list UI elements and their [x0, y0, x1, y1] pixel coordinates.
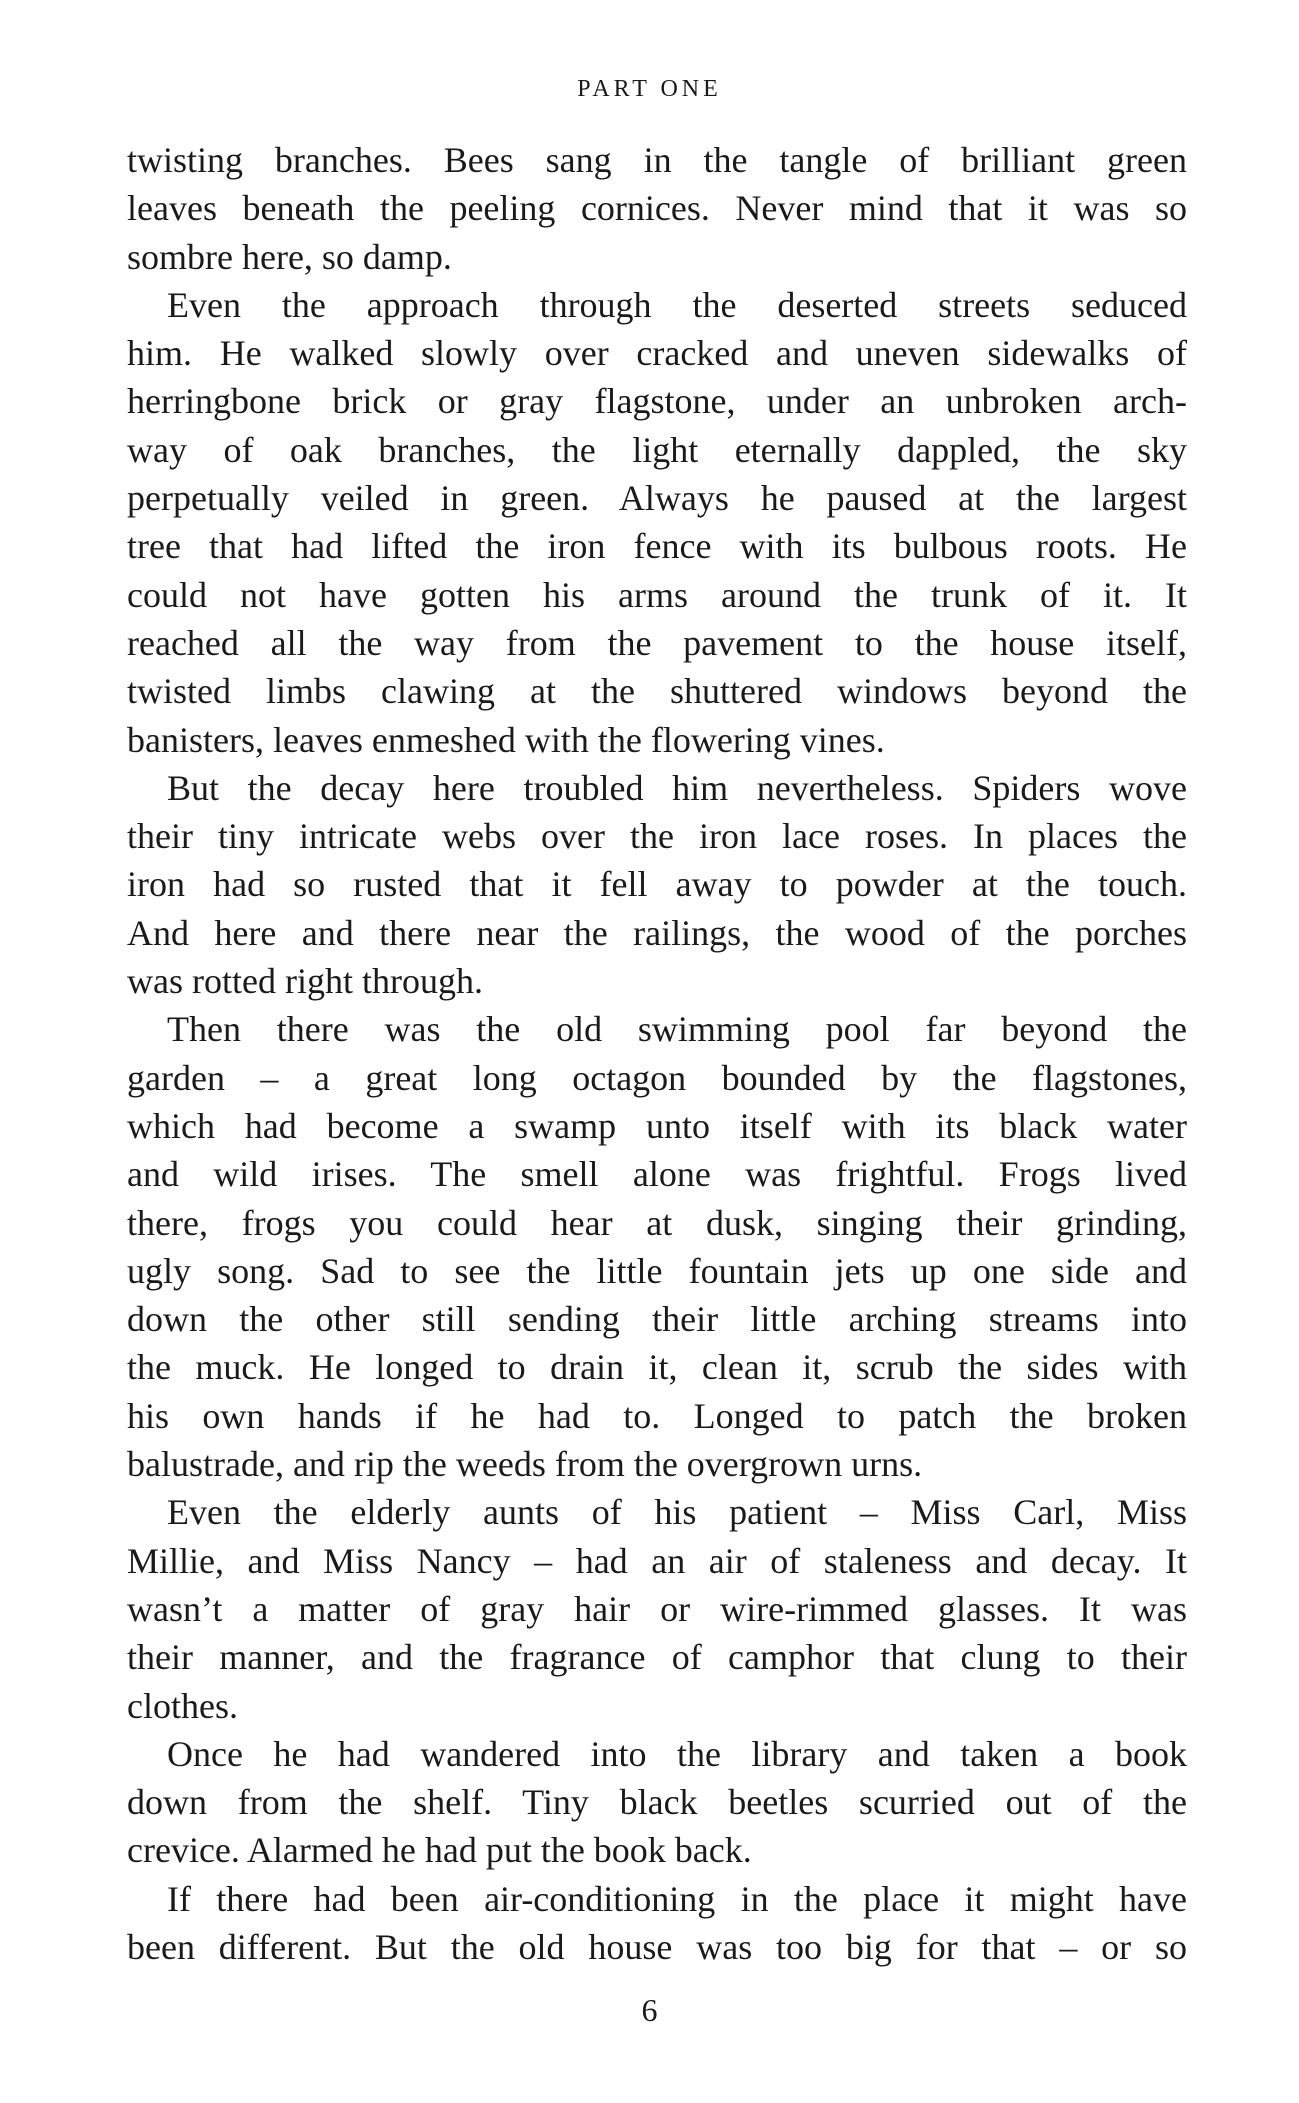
text-line: tree that had lifted the iron fence with its bulbous roots. He: [127, 526, 1187, 567]
text-line: iron had so rusted that it fell away to powder at the touch.: [127, 864, 1187, 905]
text-line: twisting branches. Bees sang in the tangle of brilliant green: [127, 140, 1187, 180]
text-line: down the other still sending their little arching streams into: [127, 1299, 1187, 1340]
text-line: the muck. He longed to drain it, clean it, scrub the sides with: [127, 1347, 1187, 1388]
text-line: leaves beneath the peeling cornices. Never mind that it was so: [127, 188, 1187, 229]
text-line: banisters, leaves enmeshed with the flowering vines.: [127, 719, 885, 760]
text-line: their tiny intricate webs over the iron lace roses. In places the: [127, 816, 1187, 857]
text-line: twisted limbs clawing at the shuttered windows beyond the: [127, 671, 1187, 712]
text-line: Even the approach through the deserted streets seduced: [167, 284, 1187, 325]
text-line: If there had been air-conditioning in the place it might have: [167, 1878, 1187, 1919]
text-line: down from the shelf. Tiny black beetles scurried out of the: [127, 1782, 1187, 1823]
text-line: was rotted right through.: [127, 961, 483, 1002]
text-line: his own hands if he had to. Longed to patch the broken: [127, 1395, 1187, 1436]
body-text: [127, 136, 1187, 1971]
text-line: And here and there near the railings, the wood of the porches: [127, 912, 1187, 953]
text-line: been different. But the old house was too big for that – or so: [127, 1926, 1187, 1967]
text-line: which had become a swamp unto itself with its black water: [127, 1105, 1187, 1146]
text-line: reached all the way from the pavement to the house itself,: [127, 622, 1187, 663]
text-line: Millie, and Miss Nancy – had an air of staleness and decay. It: [127, 1540, 1187, 1581]
text-line: their manner, and the fragrance of camphor that clung to their: [127, 1637, 1187, 1678]
page-number: 6: [641, 1992, 658, 2028]
text-line: there, frogs you could hear at dusk, singing their grinding,: [127, 1202, 1187, 1243]
running-head: PART ONE: [577, 76, 722, 102]
text-line: Then there was the old swimming pool far beyond the: [167, 1009, 1187, 1050]
text-line: Even the elderly aunts of his patient – Miss Carl, Miss: [167, 1492, 1187, 1533]
text-line: ugly song. Sad to see the little fountain jets up one side and: [127, 1250, 1187, 1291]
text-line: Once he had wandered into the library and taken a book: [167, 1733, 1187, 1774]
text-line: herringbone brick or gray flagstone, under an unbroken arch-: [127, 381, 1187, 422]
text-line: perpetually veiled in green. Always he paused at the largest: [127, 478, 1187, 519]
text-line: balustrade, and rip the weeds from the overgrown urns.: [127, 1444, 923, 1485]
text-line: crevice. Alarmed he had put the book back.: [127, 1830, 752, 1871]
text-line: But the decay here troubled him nevertheless. Spiders wove: [167, 767, 1187, 808]
text-line: way of oak branches, the light eternally dappled, the sky: [127, 429, 1187, 470]
text-line: could not have gotten his arms around the trunk of it. It: [127, 574, 1187, 615]
text-line: wasn’t a matter of gray hair or wire-rimmed glasses. It was: [127, 1588, 1187, 1629]
text-line: clothes.: [127, 1685, 238, 1726]
text-line: garden – a great long octagon bounded by the flagstones,: [127, 1057, 1187, 1098]
text-line: sombre here, so damp.: [127, 236, 452, 277]
text-line: and wild irises. The smell alone was frightful. Frogs lived: [127, 1154, 1187, 1195]
text-line: him. He walked slowly over cracked and uneven sidewalks of: [127, 333, 1187, 374]
